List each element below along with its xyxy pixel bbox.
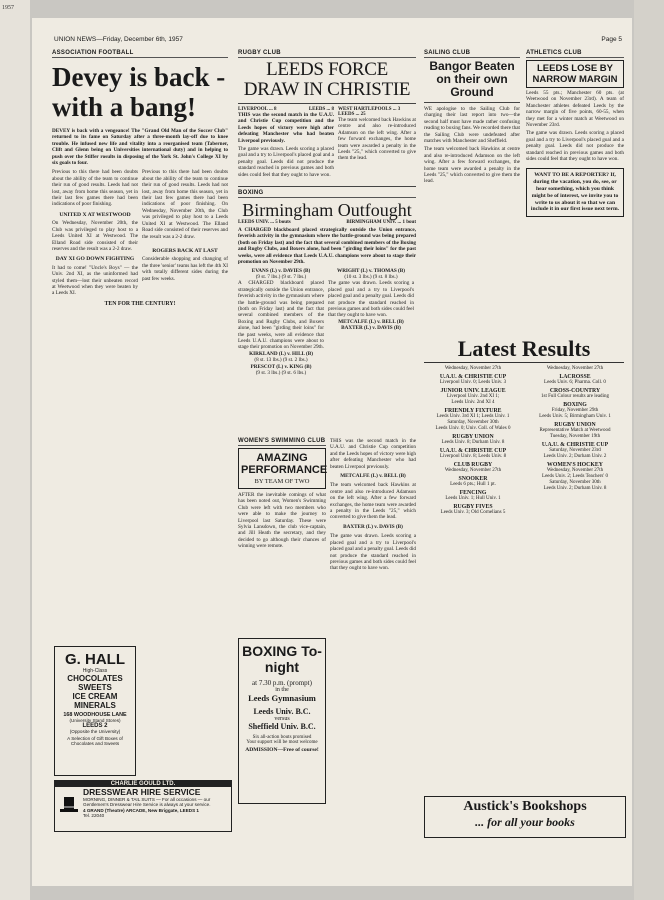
- boxing-continued-text2: The team welcomed back Hawkins at centre and also re-introduced Adamson on the left wing. After a few forward exchanges, the home team were awarded a penalty in the Leeds "25," which converted to give them the lead.: [330, 482, 416, 521]
- result-line: Saturday, November 30th: [447, 420, 499, 425]
- boxing-lead: A CHARGED blackboard placed strategically outside the Union entrance, feverish activity in the gymnasium where the battle-ground was being prepared (both on Friday last) and the fact that several combined members of the Boxing and Rugby Clubs, and Boxers alone, had been "girding their loins" for the past weeks, were all evidence that Leeds U.A.U. champions were about to stage their promotion on November 29th.: [238, 227, 416, 266]
- result-line: Wednesday, November 27th: [546, 468, 604, 473]
- hall-opposite: (Opposite the University): [69, 729, 121, 734]
- boxing-ad-in: in the: [275, 687, 289, 693]
- section-label-boxing: BOXING: [238, 190, 416, 198]
- boxing-scoreline: [238, 220, 416, 225]
- austick-subtitle: ... for all your books: [475, 815, 575, 829]
- boxing-continued-text: THIS was the second match in the U.A.U. and Christie Cup competition and the Leeds hopes of victory were high after defeating Manchester who had beaten Liverpool previously.: [330, 438, 416, 470]
- result-line: Leeds Univ. 3; Old Cornelians 5: [440, 510, 506, 515]
- page-header: [54, 36, 622, 43]
- column-rugby: [238, 50, 416, 376]
- rugby-west-hartlepool: WEST HARTLEPOOLS ... 3 LEEDS ... 25: [338, 107, 401, 117]
- football-body-repeat: Previous to this there had been doubts about the ability of the team to continue their run of good results. Leeds had not lost, away from home this season, yet in their last few games there had been indications of poor finishing.: [142, 169, 228, 208]
- result-line: Wednesday, November 27th: [546, 366, 604, 371]
- swim-headline: AMAZING PERFORMANCE: [241, 452, 328, 476]
- bout-text-1: A CHARGED blackboard placed strategically outside the Union entrance, feverish activity in the gymnasium where the battle-ground was being prepared (both on Friday last) and the fact that several combined members of the Boxing and Rugby Clubs, and Boxers alone, had been "girding their loins" for the past weeks, were all evidence that Leeds U.A.U. champions were about to stage their promotion on November 29th.: [238, 280, 325, 351]
- subhead-day-xi: DAY XI GO DOWN FIGHTING: [55, 256, 135, 263]
- football-body3: It had to come! "Uncle's Boys" — the Univ. 2nd XI, as the uninformed had styled them—lost their unbeaten record at Weetwood when they were beaten by a Leeds XI.: [52, 264, 138, 297]
- rugby-body: The game was drawn. Leeds scoring a placed goal and a try to Liverpool's placed goal and a penalty goal. Leeds did not produce the standard reached in previous games and both sides could feel that they ought to have won.: [238, 146, 334, 178]
- result-line: FENCING: [459, 490, 487, 496]
- column-swimming: [238, 438, 326, 550]
- dresswear-name: DRESSWEAR HIRE SERVICE: [83, 787, 201, 797]
- results-left: [424, 366, 522, 516]
- sailing-body: WE apologise to the Sailing Club for charging their last report into two—the second half must have made rather confusing reading to boxing fans. We recorded there that the Sailing Club were undefeated after matches with Manchester and Sheffield.: [424, 106, 520, 145]
- latest-results: [424, 336, 624, 516]
- bout-6: BAXTER (L) v. DAVIS (B): [341, 325, 401, 332]
- result-line: Saturday, November 30th: [549, 480, 601, 485]
- bout-6-repeat: BAXTER (L) v. DAVIS (B): [343, 523, 403, 530]
- right-page-edge: [634, 0, 664, 900]
- column-football: [52, 50, 228, 307]
- rugby-right: [338, 107, 416, 178]
- football-body2: On Wednesday, November 20th, the Club was privileged to play host to a Leeds United XI at Westwood. The Elland Road side consisted of their reserves and the result was a 2-2 draw.: [52, 220, 138, 252]
- result-line: Representative Match at Weetwood: [539, 428, 611, 433]
- result-line: JUNIOR UNIV. LEAGUE: [440, 388, 506, 394]
- boxing-bouts-right: [328, 268, 414, 377]
- football-body2-repeat: On Wednesday, November 20th, the Club was privileged to play host to a Leeds United XI at Westwood. The Elland Road side consisted of their reserves and the result was a 2-2 draw.: [142, 201, 228, 240]
- boxing-continued: [330, 438, 416, 572]
- boxing-score-birmingham: BIRMINGHAM UNIV. ... 1 bout: [346, 220, 416, 226]
- hall-name: G. HALL: [65, 651, 125, 668]
- result-line: Leeds Univ. 2; Leeds Teachers' 0: [542, 474, 608, 479]
- dresswear-top: CHARLIE GOULD LTD.: [55, 781, 231, 787]
- football-body-right: [142, 169, 228, 296]
- ad-g-hall: [54, 646, 136, 776]
- result-line: Wednesday, November 27th: [444, 366, 502, 371]
- rugby-score-liverpool: LIVERPOOL ... 8: [238, 107, 277, 112]
- results-right: [526, 366, 624, 516]
- boxing-ad-title: BOXING To-night: [242, 643, 322, 675]
- bout-1-weights: (9 st. 7 lbs.) (9 st. 7 lbs.): [255, 273, 307, 280]
- bout-5: METCALFE (L) v. BELL (B): [338, 318, 404, 325]
- football-body: Previous to this there had been doubts about the ability of the team to continue their run of good results. Leeds had not lost, away from home this season, yet in their last few games there had been indications of poor finishing.: [52, 169, 138, 208]
- bout-text-4: The game was drawn. Leeds scoring a placed goal and a try to Liverpool's placed goal and a penalty goal. Leeds did not produce the standard reached in previous games and both sides could feel that they ought to have won.: [328, 280, 414, 319]
- athletics-body: Leeds 55 pts.; Manchester 60 pts. (at Weetwood on November 23rd). A team of Manchester athletes defeated Leeds by the narrow margin of five points, 60-55, when they met for a winter match at Weetwood on November 23rd.: [526, 90, 624, 129]
- result-line: Wednesday, November 27th: [444, 468, 502, 473]
- result-line: U.A.U. & CHRISTIE CUP: [439, 374, 507, 380]
- header-page-number: Page 5: [601, 36, 622, 43]
- result-line: RUGBY UNION: [554, 422, 596, 428]
- boxing-headline: Birmingham Outfought: [242, 200, 412, 221]
- adjacent-page-edge: [0, 0, 30, 900]
- rugby-lead: THIS was the second match in the U.A.U. and Christie Cup competition and the Leeds hopes of victory were high after defeating Manchester who had beaten Liverpool previously.: [238, 112, 334, 144]
- bout-1: EVANS (L) v. DAVIES (B): [251, 267, 311, 274]
- hall-line4: MINERALS: [74, 701, 116, 710]
- result-line: Liverpool Univ. 0; Leeds Univ. 3: [439, 380, 507, 385]
- section-label-football: ASSOCIATION FOOTBALL: [52, 50, 228, 58]
- hall-star: A Selection of Gift Boxes of Chocolates and Sweets: [67, 736, 123, 746]
- rugby-body-right: The team welcomed back Hawkins at centre and also re-introduced Adamson on the left wing. After a few forward exchanges, the home team were awarded a penalty in the Leeds "25," which converted to give them the lead.: [338, 117, 416, 162]
- hall-tag: High-Class: [82, 668, 108, 674]
- column-sailing: [424, 50, 520, 185]
- section-label-rugby: RUGBY CLUB: [238, 50, 416, 58]
- athletics-body-more: The game was drawn. Leeds scoring a placed goal and a try to Liverpool's placed goal and a penalty goal. Leeds did not produce the standard reached in previous games and both sides could feel that they ought to have won.: [526, 130, 624, 163]
- bout-3-weights: (9 st. 3 lbs.) (9 st. 6 lbs.): [255, 370, 307, 376]
- boxing-ad-price: Six all-action bouts promised: [252, 735, 312, 740]
- dresswear-tel: Tel. 22040: [83, 812, 105, 818]
- sailing-body-more: The team welcomed back Hawkins at centre and also re-introduced Adamson on the left wing. After a few forward exchanges, the home team were awarded a penalty in the Leeds "25," which converted to give them the lead.: [424, 146, 520, 185]
- result-line: Saturday, November 23rd: [549, 448, 601, 453]
- rugby-left: [238, 107, 334, 178]
- results-title: Latest Results: [424, 336, 624, 363]
- section-label-swimming: WOMEN'S SWIMMING CLUB: [238, 438, 326, 444]
- result-line: Friday, November 29th: [551, 408, 599, 413]
- result-line: Leeds Univ. 2nd XI 4: [451, 400, 495, 405]
- bout-4: WRIGHT (L) v. THOMAS (B): [337, 267, 405, 274]
- subhead-rogers-ref: ROGERS BACK AT LAST: [152, 247, 218, 254]
- newspaper-page: [32, 18, 632, 886]
- section-label-athletics: ATHLETICS CLUB: [526, 50, 624, 58]
- boxing-ad-versus: versus: [274, 716, 290, 722]
- boxing-ad-team1: Leeds Univ. B.C.: [253, 707, 311, 716]
- column-athletics: [526, 50, 624, 217]
- rugby-score-leeds: LEEDS ... 8: [308, 107, 334, 112]
- result-line: BOXING: [563, 402, 587, 408]
- hall-address: 168 WOODHOUSE LANE: [63, 712, 127, 718]
- top-hat-icon: [55, 787, 83, 823]
- result-line: U.A.U. & CHRISTIE CUP: [541, 442, 609, 448]
- boxing-continued-text3: The game was drawn. Leeds scoring a placed goal and a try to Liverpool's placed goal and a penalty goal. Leeds did not produce the standard reached in previous games and both sides could feel that they ought to have won.: [330, 533, 416, 572]
- football-intro: DEVEY is back with a vengeance! The "Grand Old Man of the Soccer Club" returned to its fame on Saturday after a three-month lay-off due to knee trouble. He infused new life and vitality into a reorganised team (Taberner, Clift and Glenn being on Universities international duty) and in helping to push over the Stiffer rosults in disposing of the York St. John's College XI by six goals to four.: [52, 128, 228, 167]
- result-line: CROSS-COUNTRY: [549, 388, 601, 394]
- hall-address2: (University Stand Stores): [69, 718, 121, 723]
- result-line: Leeds Univ. 6; Pharma. Coll. 0: [544, 380, 606, 385]
- boxing-ad-team2: Sheffield Univ. B.C.: [248, 722, 316, 731]
- ten-for-century: TEN FOR THE CENTURY!: [104, 300, 176, 307]
- result-line: Tuesday, November 19th: [549, 434, 601, 439]
- result-line: Leeds Univ. 2; Durham Univ. 8: [543, 486, 607, 491]
- football-body-left: [52, 169, 138, 296]
- swim-head-box: [238, 448, 326, 489]
- result-line: 1st Full Colour results are leading: [541, 394, 609, 399]
- result-line: Leeds 6 pts.; Hull 1 pt.: [450, 482, 496, 487]
- header-paper: UNION NEWS—Friday, December 6th, 1957: [54, 36, 183, 43]
- hall-line2: SWEETS: [78, 683, 112, 692]
- ad-boxing-tonight: [238, 638, 326, 804]
- reporter-box: WANT TO BE A REPORTER? If, during the vacation, you do, see, or hear something, which you think might be of interest, we invite you to write to us about it so that we can include it in our first issue next term.: [526, 168, 624, 217]
- ad-austick: [424, 796, 626, 838]
- austick-title: Austick's Bookshops: [463, 799, 587, 814]
- result-line: FRIENDLY FIXTURE: [444, 408, 502, 414]
- boxing-bouts-left: [238, 268, 324, 377]
- rogers-body: Considerable shopping and changing of the three 'senior' teams has left the 4th XI with totally different sides during the past few weeks.: [142, 256, 228, 282]
- ad-dresswear: [54, 780, 232, 832]
- bout-3: PRESCOT (L) v. KING (B): [250, 363, 312, 370]
- rugby-headline: LEEDS FORCE DRAW IN CHRISTIE: [243, 59, 411, 100]
- boxing-ad-admission: ADMISSION—Free of course!: [245, 747, 319, 753]
- boxing-ad-venue: Leeds Gymnasium: [248, 693, 316, 703]
- result-line: Leeds Univ. 3rd XI 1; Leeds Univ. 1: [436, 414, 510, 419]
- football-headline: Devey is back -with a bang!: [52, 62, 226, 122]
- result-line: RUGBY UNION: [452, 434, 494, 440]
- adjacent-page-fragment: 1957: [2, 5, 14, 11]
- dresswear-lines: MORNING, DINNER & TAIL SUITS — For all occasions — our Gentlemen's Dresswear Hire Service is always at your service.: [83, 797, 211, 808]
- bout-2: KIRKLAND (L) v. HILL (B): [249, 350, 313, 357]
- boxing-ad-time: at 7.30 p.m. (prompt): [252, 679, 312, 687]
- result-line: LACROSSE: [559, 374, 591, 380]
- swim-subhead: BY TEAM OF TWO: [254, 478, 310, 485]
- result-line: SNOOKER: [458, 476, 488, 482]
- bout-4-weights: (10 st. 3 lbs.) (9 st. 8 lbs.): [344, 273, 398, 280]
- result-line: Liverpool Univ. 2nd XI 1;: [446, 394, 500, 399]
- subhead-united: UNITED X AT WESTWOOD: [59, 211, 131, 218]
- boxing-ad-note: Your support will be most welcome: [246, 740, 318, 745]
- hall-line3: ICE CREAM: [72, 692, 118, 701]
- result-line: Leeds Univ. 5; Birmingham Univ. 1: [539, 414, 611, 419]
- hall-shop: LEEDS 2: [82, 723, 108, 729]
- athletics-headline: LEEDS LOSE BY NARROW MARGIN: [532, 63, 618, 85]
- section-label-sailing: SAILING CLUB: [424, 50, 520, 58]
- result-line: CLUB RUGBY: [453, 462, 493, 468]
- result-line: RUGBY FIVES: [453, 504, 493, 510]
- dresswear-address: 4 GRAND (Theatre) ARCADE, New Briggate, LEEDS 1: [83, 807, 199, 813]
- hall-line1: CHOCOLATES: [67, 674, 123, 683]
- sailing-headline: Bangor Beaten on their own Ground: [429, 59, 515, 99]
- swim-body: AFTER the inevitable comings of what has been noted out, Women's Swimming Club were left with two members who were able to make the journey to Liverpool last Saturday. These were Sylvia Lansdown, the club vice-captain, and Jill Heath the secretary, and they decided to go although their chances of winning were remote.: [238, 492, 326, 550]
- boxing-score-leeds: LEEDS UNIV. ... 5 bouts: [238, 220, 291, 226]
- athletics-headbox: [526, 60, 624, 88]
- result-line: U.A.U. & CHRISTIE CUP: [439, 448, 507, 454]
- result-line: Leeds Univ. 0; Univ. Coll. of Wales 0: [435, 426, 511, 431]
- bout-5-repeat: METCALFE (L) v. BELL (B): [340, 473, 406, 480]
- bout-2-weights: (8 st. 13 lbs.) (9 st. 2 lbs.): [254, 357, 308, 364]
- result-line: WOMEN'S HOCKEY: [547, 462, 603, 468]
- result-line: Leeds Univ. 8; Durham Univ. 8: [441, 440, 505, 445]
- result-line: Leeds Univ. 1; Hull Univ. 1: [445, 496, 501, 501]
- result-line: Leeds Univ. 2; Durham Univ. 2: [543, 454, 607, 459]
- result-line: Liverpool Univ. 8; Leeds Univ. 8: [439, 454, 507, 459]
